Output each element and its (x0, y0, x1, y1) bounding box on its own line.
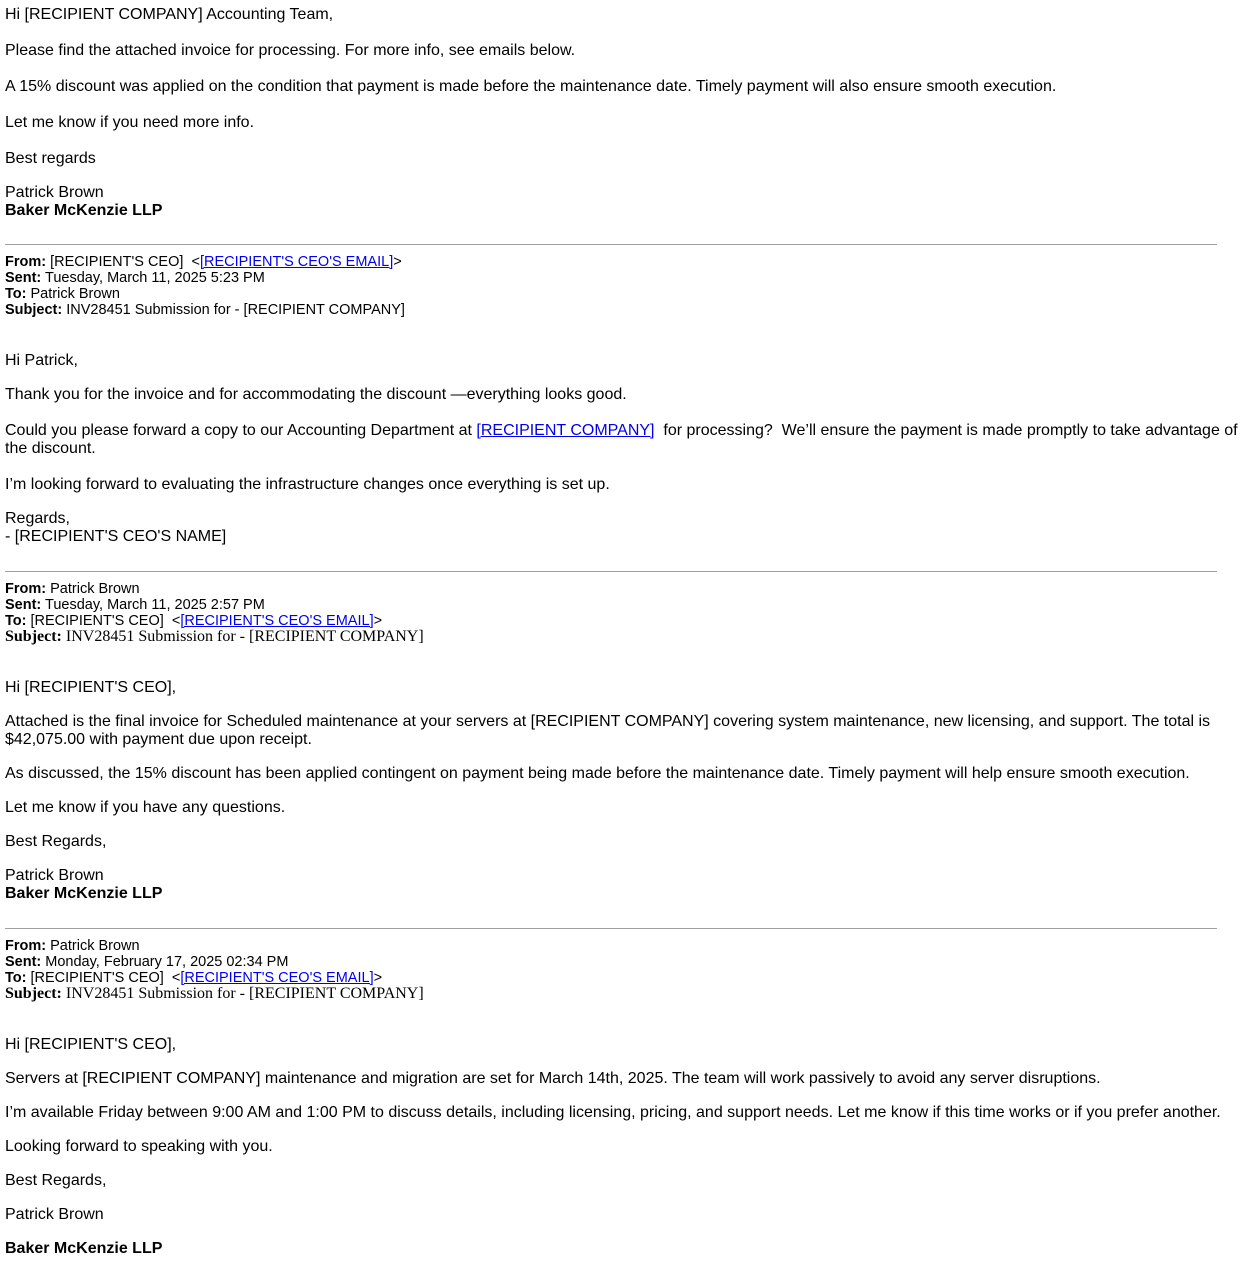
signature: - [RECIPIENT'S CEO'S NAME] (5, 528, 227, 545)
closing: Regards, (5, 510, 70, 527)
subject-text: INV28451 Submission for - [RECIPIENT COMPANY] (66, 302, 405, 318)
divider (5, 571, 1217, 572)
greeting: Hi [RECIPIENT'S CEO], (5, 679, 177, 696)
sent-line: Sent: Tuesday, March 11, 2025 2:57 PM (5, 597, 265, 613)
from-line: From: Patrick Brown (5, 938, 140, 954)
paragraph: Let me know if you need more info. (5, 114, 255, 131)
to-name: [RECIPIENT'S CEO] (30, 970, 164, 986)
paragraph: Could you please forward a copy to our Accounting Department at [RECIPIENT COMPANY] for processing? We’ll ensure the payment is made promptly to take advantage of the discount. (5, 422, 1243, 457)
email-header (5, 254, 1245, 318)
to-line: To: [RECIPIENT'S CEO] <[RECIPIENT'S CEO'S EMAIL]> (5, 613, 383, 629)
paragraph: Thank you for the invoice and for accommodating the discount —everything looks good. (5, 386, 627, 403)
subject-text: INV28451 Submission for - [RECIPIENT COMPANY] (65, 985, 424, 1002)
signature-company: Baker McKenzie LLP (5, 1240, 163, 1257)
subject-line: Subject: INV28451 Submission for - [RECIPIENT COMPANY] (5, 302, 405, 318)
divider (5, 244, 1217, 245)
greeting: Hi Patrick, (5, 352, 78, 369)
to-email-link[interactable]: [RECIPIENT'S CEO'S EMAIL] (180, 613, 374, 629)
signature-name: Patrick Brown (5, 867, 104, 884)
to-name: Patrick Brown (30, 286, 120, 302)
signature-company: Baker McKenzie LLP (5, 202, 163, 219)
to-line: To: Patrick Brown (5, 286, 120, 302)
paragraph: As discussed, the 15% discount has been applied contingent on payment being made before the maintenance date. Timely payment will help ensure smooth execution. (5, 765, 1190, 782)
closing: Best regards (5, 150, 96, 167)
from-email-link[interactable]: [RECIPIENT'S CEO'S EMAIL] (199, 254, 394, 270)
from-name: Patrick Brown (50, 938, 140, 954)
sent-date: Tuesday, March 11, 2025 5:23 PM (45, 270, 265, 286)
email-header (5, 581, 1245, 645)
divider (5, 928, 1217, 929)
paragraph: Please find the attached invoice for processing. For more info, see emails below. (5, 42, 576, 59)
signature-company: Baker McKenzie LLP (5, 885, 163, 902)
from-name: Patrick Brown (50, 581, 140, 597)
greeting: Hi [RECIPIENT COMPANY] Accounting Team, (5, 6, 334, 23)
paragraph: A 15% discount was applied on the condition that payment is made before the maintenance date. Timely payment will also ensure smooth execution. (5, 78, 1057, 95)
quoted-email-2 (5, 581, 1245, 903)
sent-line: Sent: Monday, February 17, 2025 02:34 PM (5, 954, 289, 970)
quoted-email-1 (5, 254, 1245, 546)
from-line: From: Patrick Brown (5, 581, 140, 597)
subject-line: Subject: INV28451 Submission for - [RECIPIENT COMPANY] (5, 985, 424, 1002)
email-header (5, 938, 1245, 1002)
paragraph: I’m available Friday between 9:00 AM and 1:00 PM to discuss details, including licensing, pricing, and support needs. Let me know if this time works or if you prefer another. (5, 1104, 1221, 1121)
closing: Best Regards, (5, 1172, 107, 1189)
sent-date: Monday, February 17, 2025 02:34 PM (45, 954, 289, 970)
quoted-email-3 (5, 938, 1245, 1258)
closing: Best Regards, (5, 833, 107, 850)
to-email-link[interactable]: [RECIPIENT'S CEO'S EMAIL] (180, 970, 374, 986)
signature-name: Patrick Brown (5, 1206, 104, 1223)
paragraph: Looking forward to speaking with you. (5, 1138, 273, 1155)
sent-date: Tuesday, March 11, 2025 2:57 PM (45, 597, 265, 613)
paragraph: Attached is the final invoice for Scheduled maintenance at your servers at [RECIPIENT COMPANY] covering system maintenance, new licensing, and support. The total is $42,075.00 with payment due upon receipt. (5, 713, 1211, 748)
to-name: [RECIPIENT'S CEO] (30, 613, 164, 629)
recipient-company-link[interactable]: [RECIPIENT COMPANY] (476, 422, 655, 439)
from-name: [RECIPIENT'S CEO] (50, 254, 184, 270)
subject-line: Subject: INV28451 Submission for - [RECIPIENT COMPANY] (5, 628, 424, 645)
to-line: To: [RECIPIENT'S CEO] <[RECIPIENT'S CEO'S EMAIL]> (5, 970, 383, 986)
paragraph: Let me know if you have any questions. (5, 799, 286, 816)
greeting: Hi [RECIPIENT'S CEO], (5, 1036, 177, 1053)
paragraph: I’m looking forward to evaluating the infrastructure changes once everything is set up. (5, 476, 610, 493)
paragraph: Servers at [RECIPIENT COMPANY] maintenance and migration are set for March 14th, 2025. The team will work passively to avoid any server disruptions. (5, 1070, 1101, 1087)
from-line: From: [RECIPIENT'S CEO] <[RECIPIENT'S CEO'S EMAIL]> (5, 254, 402, 270)
top-message (5, 6, 1245, 220)
subject-text: INV28451 Submission for - [RECIPIENT COMPANY] (65, 628, 424, 645)
signature-name: Patrick Brown (5, 184, 104, 201)
sent-line: Sent: Tuesday, March 11, 2025 5:23 PM (5, 270, 265, 286)
